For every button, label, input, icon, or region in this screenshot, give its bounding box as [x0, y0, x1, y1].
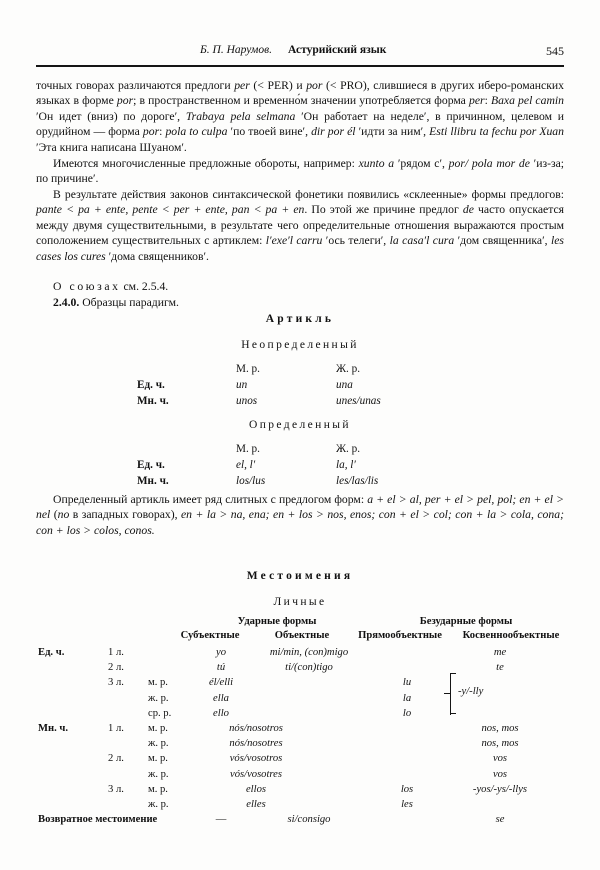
row-person-label: 3 л.: [108, 677, 124, 689]
header-rule: [36, 65, 564, 67]
table-row: [36, 784, 564, 799]
table-definite-article: [36, 443, 564, 491]
row-gender-label: м. р.: [148, 783, 168, 795]
running-head-author: Б. П. Нарумов.: [200, 44, 273, 56]
cell-indirect-object: nos, mos: [481, 738, 519, 750]
paragraph-conjunctions-ref: О союзах см. 2.5.4.: [53, 280, 169, 293]
table-group-header-row: [36, 616, 564, 630]
row-gender-label: ср. р.: [148, 707, 172, 719]
row-gender-label: ж. р.: [148, 738, 169, 750]
reflexive-subjective-dash: —: [215, 814, 227, 826]
table-header-row: [36, 443, 564, 459]
cell-indirect-object: vos: [492, 753, 508, 765]
table-row: [36, 647, 564, 662]
cell-direct-object: lu: [402, 677, 412, 689]
column-header-feminine: Ж. р.: [336, 443, 361, 455]
row-label-singular: Ед. ч.: [137, 459, 165, 471]
table-row: [36, 799, 564, 814]
cell-subjective: vós/vosotros: [229, 753, 283, 765]
table-row-reflexive: [36, 814, 564, 830]
table-row: [36, 475, 564, 491]
table-row: [36, 693, 564, 708]
cell-subjective: él/elli: [208, 677, 234, 689]
cell-fem-plural: les/las/lis: [336, 475, 379, 487]
cell-indirect-object: nos, mos: [481, 722, 519, 734]
table-row: [36, 769, 564, 784]
column-header-subjective: Субъектные: [180, 630, 240, 641]
group-header-stressed: Ударные формы: [237, 616, 317, 627]
table-row: [36, 753, 564, 768]
column-header-feminine: Ж. р.: [336, 363, 361, 375]
paragraph-section-2-4-0: 2.4.0. Образцы парадигм.: [53, 296, 179, 309]
reflexive-indirect-object: se: [495, 814, 505, 826]
paragraph-prepositional-phrases: Имеются многочисленные предложные обороты, например: xunto a ′рядом с′, por/ pola mor de ′из-за; по причине′.: [36, 157, 565, 186]
row-person-label: 1 л.: [108, 722, 124, 734]
row-label-plural: Мн. ч.: [137, 475, 169, 487]
cell-direct-object: lo: [402, 707, 412, 719]
cell-masc-singular: el, l′: [236, 459, 256, 471]
table-indefinite-article: [36, 363, 564, 411]
cell-masc-plural: unos: [236, 395, 258, 407]
paragraph-fused-prepositions: В результате действия законов синтаксической фонетики появились «склеенные» формы предлогов: pante < pa + ente, pente < per + ente, pan < pa + en. По этой же причине предлог de часто опускается между двумя существительными, в результате чего определительные отношения выражаются простым соположением существительных с артиклем: l′exe′l carru ′ось телеги′, la casa′l cura ′дом священника′, les cases los cures ′дома священников′.: [36, 188, 565, 263]
table-row: [36, 738, 564, 753]
cell-indirect-object: me: [493, 647, 507, 658]
cell-subjective: ella: [213, 692, 229, 704]
page-number: 545: [546, 44, 564, 58]
cell-indirect-object: -yos/-ys/-llys: [472, 783, 528, 795]
cell-masc-singular: un: [236, 379, 248, 391]
paragraph-contracted-forms: Определенный артикль имеет ряд слитных с предлогом форм: a + el > al, per + el > pel, pol; en + el > nel (no в западных говорах), en + la > na, ena; en + los > nos, enos; con + el > col; con + la > cola, cona; con + los > colos, conos.: [36, 493, 564, 537]
column-header-direct-object: Прямообъектные: [358, 630, 442, 641]
cell-objective: mi/min, (con)migo: [269, 647, 349, 658]
paragraph-prepositions: точных говорах различаются предлоги per (< PER) и por (< PRO), слившиеся в других иберо-романских языках в форме por; в пространственном и временно́м значении употребляется форма per: Baxa pel camin ′Он идет (вниз) по дороге′, Trabaya pela selmana ′Он работает на неделе′, в причинном, целевом и орудийном — форма por: pola to culpa ′по твоей вине′, dir por él ′идти за ним′, Esti llibru ta fechu por Xuan ′Эта книга написана Шуаном′.: [36, 79, 564, 154]
group-header-unstressed: Безударные формы: [419, 616, 513, 627]
table-personal-pronouns: [36, 616, 564, 830]
column-header-indirect-object: Косвеннообъектные: [462, 630, 560, 641]
row-gender-label: ж. р.: [148, 768, 169, 780]
cell-direct-object: la: [402, 692, 412, 704]
row-person-label: 3 л.: [108, 783, 124, 795]
table-row: [36, 708, 564, 723]
row-label-singular: Ед. ч.: [137, 379, 165, 391]
cell-subjective: nós/nosotros: [229, 722, 283, 734]
cell-fem-singular: una: [336, 379, 353, 391]
subheading-definite-article: Определенный: [249, 419, 351, 431]
cell-indirect-object: te: [496, 662, 504, 674]
row-gender-label: м. р.: [148, 753, 168, 765]
column-header-masculine: М. р.: [236, 363, 260, 375]
cell-subjective: ellos: [245, 783, 266, 795]
cell-subjective: yo: [216, 647, 226, 658]
heading-article: Артикль: [265, 313, 335, 325]
brace-label-singular: -y/-lly: [458, 686, 484, 697]
row-gender-label: ж. р.: [148, 798, 169, 810]
row-gender-label: м. р.: [148, 722, 168, 734]
cell-direct-object: los: [400, 783, 414, 795]
table-row: [36, 379, 564, 395]
row-gender-label: м. р.: [148, 677, 168, 689]
cell-fem-plural: unes/unas: [336, 395, 381, 407]
cell-direct-object: les: [401, 798, 413, 810]
running-head: [36, 44, 564, 62]
row-person-label: 2 л.: [108, 662, 124, 674]
table-row: [36, 723, 564, 738]
reflexive-pronoun-label: Возвратное местоимение: [38, 814, 158, 826]
row-gender-label: ж. р.: [148, 692, 169, 704]
column-header-masculine: М. р.: [236, 443, 260, 455]
cell-masc-plural: los/lus: [236, 475, 266, 487]
subheading-indefinite-article: Неопределенный: [241, 339, 359, 351]
running-head-title: Астурийский язык: [288, 44, 387, 56]
cell-subjective: ello: [213, 707, 229, 719]
row-person-label: 2 л.: [108, 753, 124, 765]
table-row: [36, 459, 564, 475]
cell-subjective: nós/nosotres: [229, 738, 283, 750]
table-row: [36, 677, 564, 692]
cell-subjective: vós/vosotres: [230, 768, 282, 780]
table-column-header-row: [36, 630, 564, 647]
column-header-objective: Объектные: [274, 630, 330, 641]
subheading-personal-pronouns: Личные: [273, 596, 327, 608]
reflexive-objective: si/consigo: [287, 814, 331, 826]
cell-indirect-object: vos: [492, 768, 508, 780]
cell-subjective: tú: [216, 662, 226, 674]
row-person-label: 1 л.: [108, 647, 124, 658]
table-row: [36, 395, 564, 411]
cell-fem-singular: la, l′: [336, 459, 356, 471]
row-label-plural: Мн. ч.: [137, 395, 169, 407]
row-number-label: Ед. ч.: [38, 647, 65, 658]
cell-objective: ti/(con)tigo: [285, 662, 333, 674]
table-row: [36, 662, 564, 677]
table-header-row: [36, 363, 564, 379]
row-number-label: Мн. ч.: [38, 722, 69, 734]
heading-pronouns: Местоимения: [246, 570, 354, 582]
cell-subjective: elles: [246, 798, 266, 810]
